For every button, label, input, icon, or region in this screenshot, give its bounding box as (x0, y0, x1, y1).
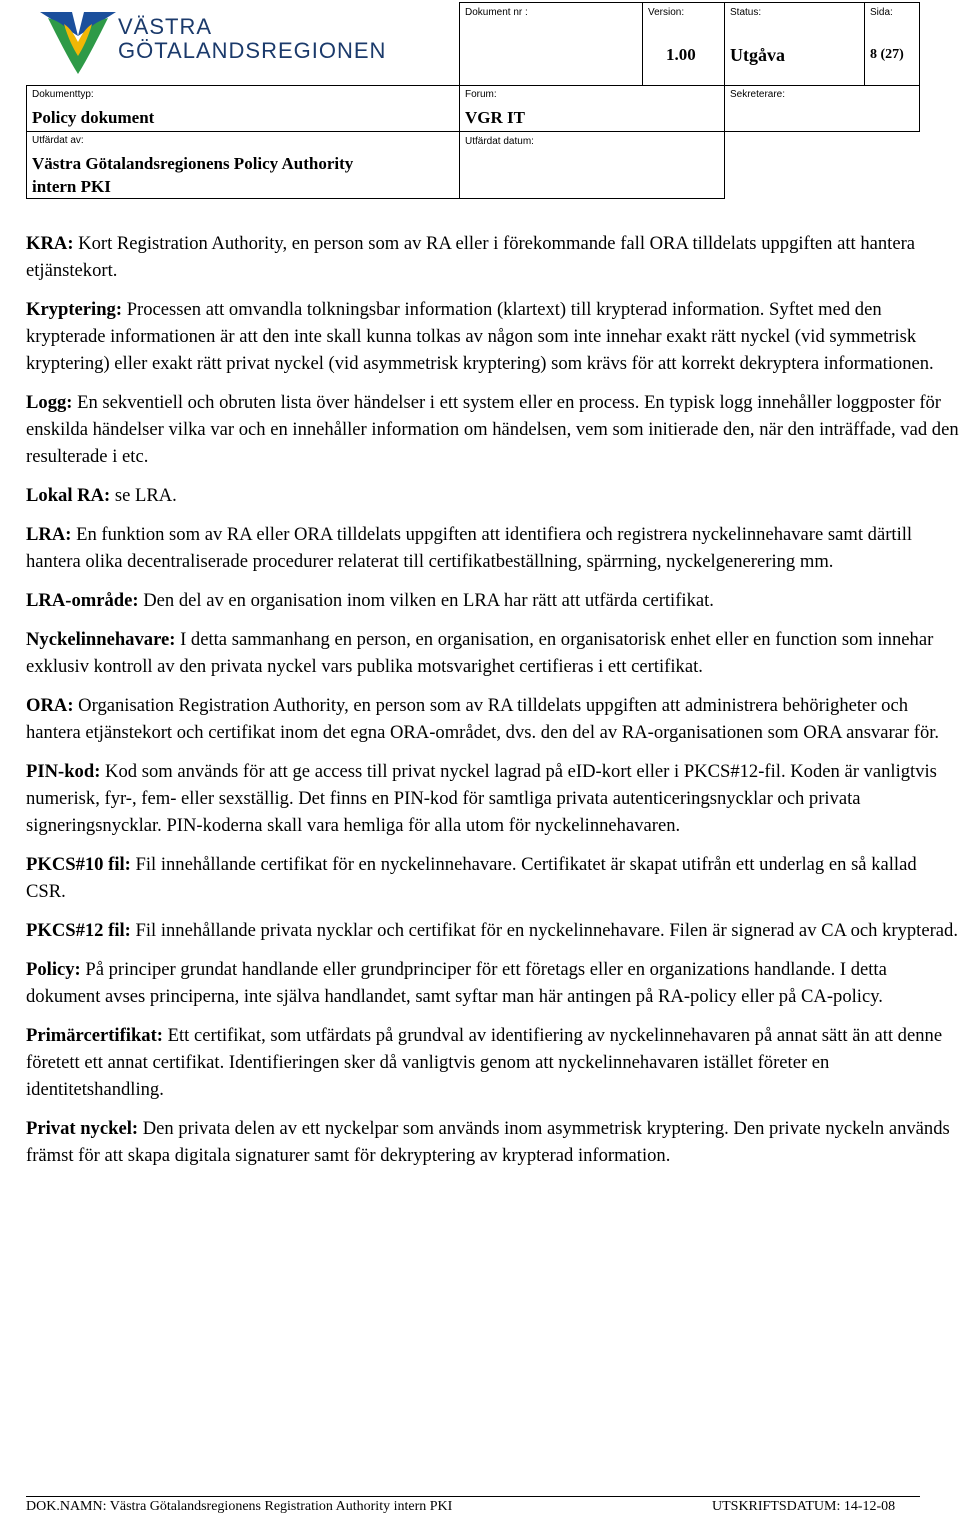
term: Kryptering: (26, 299, 123, 320)
utfardat-av-value-line2: intern PKI (32, 177, 111, 196)
definition-text: Kort Registration Authority, en person som av RA eller i förekommande fall ORA tilldelats uppgiften att hantera etjänstekort. (26, 233, 916, 281)
definition-text: I detta sammanhang en person, en organisation, en organisatorisk enhet eller en function som innehar exklusiv kontroll av den privata nyckel vars publika motsvarighet certifieras i ett certifikat. (26, 629, 934, 677)
definition-privat-nyckel (26, 1115, 960, 1169)
status-value: Utgåva (730, 45, 785, 65)
status-label: Status: (730, 7, 762, 18)
footer-divider (26, 1496, 920, 1497)
footer-document-name: DOK.NAMN: Västra Götalandsregionens Registration Authority intern PKI (26, 1499, 453, 1514)
term: Policy: (26, 959, 81, 980)
term: Privat nyckel: (26, 1118, 139, 1139)
forum-value: VGR IT (465, 108, 525, 127)
term: Primärcertifikat: (26, 1025, 163, 1046)
definition-lra-omrade (26, 587, 960, 614)
definition-text: Organisation Registration Authority, en person som av RA tilldelats uppgiften att administrera behörigheter och hantera etjänstekort och certifikat inom det egna ORA-området, dvs. den del av RA-organisationen som ORA ansvarar för. (26, 695, 940, 743)
term: ORA: (26, 695, 74, 716)
sida-value: 8 (27) (870, 47, 904, 62)
term: KRA: (26, 233, 74, 254)
sekreterare-label: Sekreterare: (730, 89, 786, 100)
cell-dokument-nr (459, 2, 643, 86)
cell-forum (459, 85, 725, 132)
term: PKCS#12 fil: (26, 920, 131, 941)
cell-sekreterare (724, 85, 920, 132)
sida-label: Sida: (870, 7, 893, 18)
dokumenttyp-value: Policy dokument (32, 108, 155, 127)
definition-kra (26, 230, 960, 284)
logo-line2: GÖTALANDSREGIONEN (118, 38, 387, 63)
logo-line1: VÄSTRA (118, 14, 213, 39)
version-value: 1.00 (666, 45, 696, 64)
version-label: Version: (648, 7, 685, 18)
utfardat-datum-label: Utfärdat datum: (465, 136, 534, 147)
definition-text: En funktion som av RA eller ORA tilldelats uppgiften att identifiera och registrera nyckelinnehavare samt därtill hantera olika decentraliserade procedurer relaterat till certifikatbeställning, spärrning, nyckelgenerering mm. (26, 524, 913, 572)
definition-lra (26, 521, 960, 575)
cell-utfardat-av (26, 131, 460, 199)
footer-print-date: UTSKRIFTSDATUM: 14-12-08 (712, 1499, 896, 1514)
definition-text: Kod som används för att ge access till privat nyckel lagrad på eID-kort eller i PKCS#12-fil. Koden är vanligtvis numerisk, fyr-, fem- eller sexställig. Det finns en PIN-kod för samtliga privata autenticeringsnycklar och privata signeringsnycklar. PIN-koderna skall vara hemliga för alla utom för nyckelinnehavaren. (26, 761, 937, 836)
cell-version (642, 2, 725, 86)
term: Lokal RA: (26, 485, 111, 506)
utfardat-av-value-line1: Västra Götalandsregionens Policy Authority (32, 154, 354, 173)
definition-text: Fil innehållande privata nycklar och certifikat för en nyckelinnehavare. Filen är signerad av CA och krypterad. (130, 920, 958, 941)
definition-pkcs12 (26, 917, 960, 944)
definition-text: se LRA. (110, 485, 177, 506)
vgr-logo (38, 8, 387, 78)
definition-text: Processen att omvandla tolkningsbar information (klartext) till krypterad information. Syftet med den krypterade informationen är att den inte skall kunna tolkas av någon som inte innehar exakt rätt nyckel (vid symmetrisk kryptering) eller exakt rätt privat nyckel (vid asymmetrisk kryptering) som krävs för att korrekt dekryptera informationen. (26, 299, 934, 374)
definition-nyckelinnehavare (26, 626, 960, 680)
cell-sida (864, 2, 920, 86)
definitions-list (26, 230, 960, 1181)
cell-utfardat-datum (459, 131, 725, 199)
dokumenttyp-label: Dokumenttyp: (32, 89, 94, 100)
term: LRA: (26, 524, 72, 545)
cell-status (724, 2, 865, 86)
definition-text: Fil innehållande certifikat för en nyckelinnehavare. Certifikatet är skapat utifrån ett underlag en så kallad CSR. (26, 854, 917, 902)
term: Nyckelinnehavare: (26, 629, 176, 650)
definition-kryptering (26, 296, 960, 377)
definition-pin-kod (26, 758, 960, 839)
definition-logg (26, 389, 960, 470)
forum-label: Forum: (465, 89, 497, 100)
term: LRA-område: (26, 590, 139, 611)
utfardat-av-label: Utfärdat av: (32, 135, 84, 146)
definition-ora (26, 692, 960, 746)
definition-pkcs10 (26, 851, 960, 905)
cell-dokumenttyp (26, 85, 460, 132)
dokument-nr-label: Dokument nr : (465, 7, 528, 18)
definition-text: Ett certifikat, som utfärdats på grundval av identifiering av nyckelinnehavaren på annat sätt än att denne företett ett annat certifikat. Identifieringen sker då vanligtvis genom att nyckelinnehavaren istället företer en identitetshandling. (26, 1025, 943, 1100)
definition-primarcertifikat (26, 1022, 960, 1103)
definition-text: En sekventiell och obruten lista över händelser i ett system eller en process. En typisk logg innehåller loggposter för enskilda händelser vilka var och en innehåller information om händelsen, vem som initierade den, när den inträffade, vad den resulterade i etc. (26, 392, 959, 467)
term: PIN-kod: (26, 761, 101, 782)
term: PKCS#10 fil: (26, 854, 131, 875)
term: Logg: (26, 392, 73, 413)
definition-text: Den del av en organisation inom vilken en LRA har rätt att utfärda certifikat. (138, 590, 714, 611)
definition-lokal-ra (26, 482, 960, 509)
definition-policy (26, 956, 960, 1010)
definition-text: Den privata delen av ett nyckelpar som används inom asymmetrisk kryptering. Den private nyckeln används främst för att skapa digitala signaturer samt för dekryptering av krypterad information. (26, 1118, 950, 1166)
definition-text: På principer grundat handlande eller grundprinciper för ett företags eller en organizations handlande. I detta dokument avses principerna, inte själva handlandet, samt syftar man här antingen på RA-policy eller på CA-policy. (26, 959, 887, 1007)
logo-mark-icon (38, 8, 118, 78)
